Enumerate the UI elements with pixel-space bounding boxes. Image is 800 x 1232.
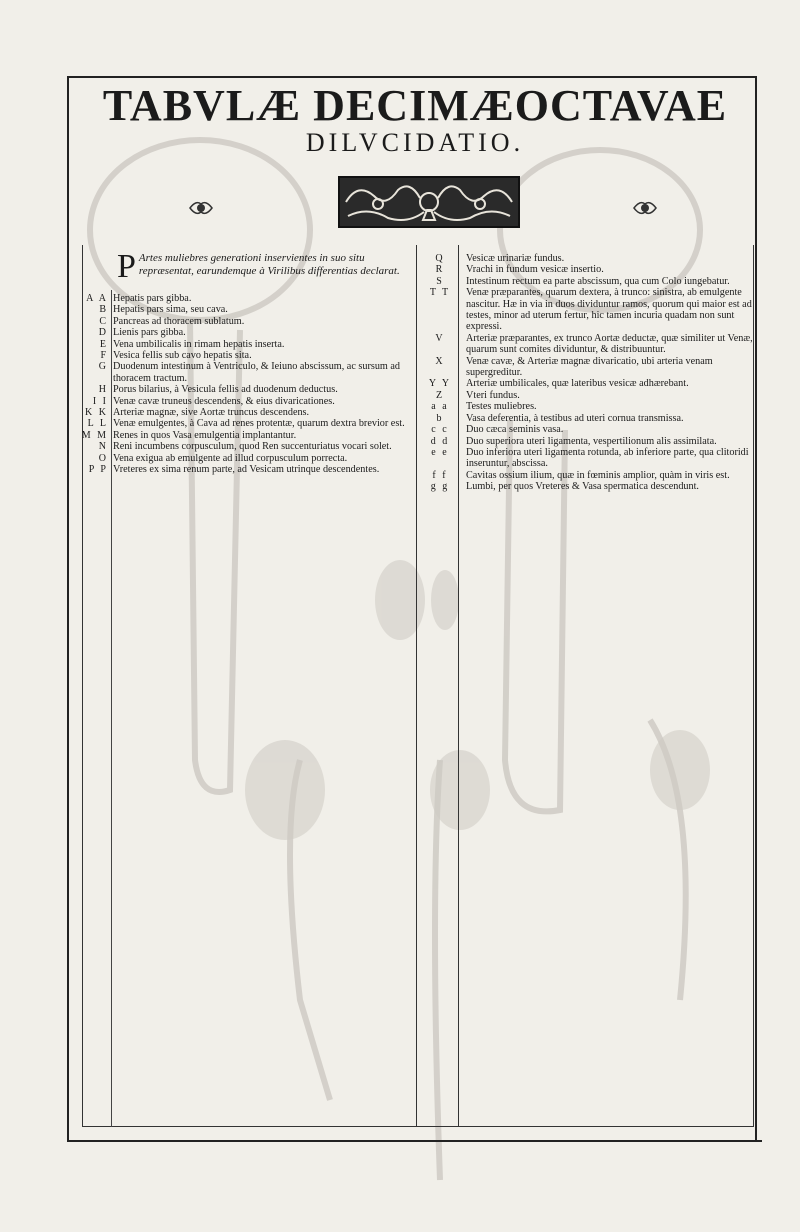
legend-entry bbox=[420, 264, 756, 275]
legend-left-column bbox=[80, 293, 414, 476]
legend-text: Pancreas ad thoracem sublatum. bbox=[113, 315, 245, 327]
legend-letter: b bbox=[436, 412, 444, 424]
legend-text: Intestinum rectum ea parte abscissum, qua cum Colo iungebatur. bbox=[466, 275, 730, 287]
legend-text: Duo inferiora uteri ligamenta rotunda, ab inferiore parte, qua clitoridi inseruntur, abscissa. bbox=[466, 446, 749, 470]
legend-letter: N bbox=[98, 441, 108, 453]
legend-entry bbox=[420, 481, 756, 492]
legend-entry bbox=[420, 401, 756, 412]
legend-entry bbox=[420, 413, 756, 424]
legend-letter: X bbox=[435, 355, 445, 367]
legend-right-column bbox=[420, 253, 756, 493]
legend-text: Duo cæca seminis vasa. bbox=[466, 424, 564, 436]
legend-letter: P P bbox=[88, 464, 108, 476]
legend-letter: V bbox=[435, 332, 445, 344]
legend-entry bbox=[80, 304, 414, 315]
legend-letter: Z bbox=[435, 389, 445, 401]
legend-entry bbox=[420, 470, 756, 481]
legend-text: Hepatis pars sima, seu cava. bbox=[113, 304, 228, 316]
legend-letter: D bbox=[98, 327, 108, 339]
legend-letter: Q bbox=[435, 253, 445, 264]
legend-letter: G bbox=[98, 361, 108, 373]
legend-text: Duo superiora uteri ligamenta, vespertilionum alis assimilata. bbox=[466, 435, 717, 447]
legend-text: Vreteres ex sima renum parte, ad Vesicam utrinque descendentes. bbox=[113, 464, 380, 476]
legend-text: Reni incumbens corpusculum, quod Ren succenturiatus vocari solet. bbox=[113, 441, 392, 453]
decorative-headpiece bbox=[338, 176, 520, 228]
legend-text: Lumbi, per quos Vreteres & Vasa spermatica descendunt. bbox=[466, 481, 699, 493]
legend-letter: S bbox=[436, 275, 444, 287]
legend-entry bbox=[420, 390, 756, 401]
legend-entry bbox=[80, 361, 414, 384]
legend-entry bbox=[420, 378, 756, 389]
legend-entry bbox=[420, 436, 756, 447]
legend-text: Arteriæ magnæ, sive Aortæ truncus descendens. bbox=[113, 407, 310, 419]
legend-text: Porus bilarius, à Vesicula fellis ad duodenum deductus. bbox=[113, 384, 338, 396]
page-subtitle: DILVCIDATIO. bbox=[305, 128, 525, 157]
legend-entry bbox=[80, 430, 414, 441]
legend-letter: K K bbox=[85, 407, 108, 419]
legend-letter: f f bbox=[432, 469, 448, 481]
legend-letter: c c bbox=[431, 424, 449, 436]
legend-entry bbox=[80, 418, 414, 429]
drop-cap: P bbox=[117, 248, 136, 285]
legend-entry bbox=[80, 339, 414, 350]
legend-text: Venæ cavæ truneus descendens, & eius divaricationes. bbox=[113, 395, 335, 407]
legend-letter: e e bbox=[431, 446, 449, 458]
legend-entry bbox=[80, 464, 414, 475]
legend-letter: Y Y bbox=[428, 378, 452, 390]
legend-letter: C bbox=[99, 315, 108, 327]
legend-text: Vasa deferentia, à testibus ad uteri cornua transmissa. bbox=[466, 412, 684, 424]
frame-bottom-rule bbox=[67, 1140, 762, 1142]
legend-entry bbox=[420, 276, 756, 287]
legend-entry bbox=[80, 327, 414, 338]
legend-entry bbox=[80, 441, 414, 452]
legend-entry bbox=[80, 407, 414, 418]
legend-letter: I I bbox=[92, 395, 108, 407]
legend-letter: O bbox=[98, 452, 108, 464]
leaf-ornament-left bbox=[188, 198, 214, 218]
legend-letter: L L bbox=[87, 418, 108, 430]
legend-text: Lienis pars gibba. bbox=[113, 327, 186, 339]
column-divider bbox=[416, 245, 417, 1127]
legend-entry bbox=[80, 453, 414, 464]
legend-text: Vena exigua ab emulgente ad illud corpusculum porrecta. bbox=[113, 452, 348, 464]
legend-text: Testes muliebres. bbox=[466, 401, 537, 413]
legend-letter: T T bbox=[429, 287, 451, 299]
legend-entry bbox=[80, 396, 414, 407]
legend-letter: H bbox=[98, 384, 108, 396]
page-frame bbox=[67, 76, 757, 1142]
legend-text: Venæ præparantes, quarum dextera, à trunco: sinistra, ab emulgente nascitur. Hæ in via in duos dividuntur ramos, quorum qui maior est ad testes, minor ad uterum fertur, hic tamen incuria quadam non sunt expressi. bbox=[466, 287, 752, 333]
legend-letter: M M bbox=[81, 429, 108, 441]
legend-letter: a a bbox=[431, 401, 449, 413]
legend-entry bbox=[420, 424, 756, 435]
legend-letter: d d bbox=[430, 435, 450, 447]
legend-entry bbox=[420, 333, 756, 356]
legend-text: Hepatis pars gibba. bbox=[113, 293, 192, 304]
legend-text: Vteri fundus. bbox=[466, 389, 520, 401]
leaf-ornament-right bbox=[632, 198, 658, 218]
legend-entry bbox=[80, 293, 414, 304]
legend-letter: R bbox=[435, 264, 445, 276]
legend-letter: B bbox=[99, 304, 108, 316]
legend-text: Arteriæ præparantes, ex trunco Aortæ deductæ, quæ similiter ut Venæ, quarum sunt comites dividuntur, & distribuuntur. bbox=[466, 332, 753, 356]
legend-entry bbox=[420, 447, 756, 470]
legend-letter: g g bbox=[430, 481, 450, 493]
intro-paragraph bbox=[117, 248, 413, 285]
legend-text: Vesica fellis sub cavo hepatis sita. bbox=[113, 350, 252, 362]
legend-text: Vena umbilicalis in rimam hepatis inserta. bbox=[113, 338, 285, 350]
page-title: TABVLÆ DECIMÆOCTAVAE bbox=[102, 81, 728, 130]
legend-text: Vesicæ urinariæ fundus. bbox=[466, 253, 565, 264]
legend-text: Venæ emulgentes, à Cava ad renes protentæ, quarum dextra brevior est. bbox=[113, 418, 405, 430]
legend-entry bbox=[80, 384, 414, 395]
legend-entry bbox=[420, 356, 756, 379]
legend-entry bbox=[420, 287, 756, 333]
intro-text: Artes muliebres generationi inservientes in suo situ repræsentat, earundemque à Virilibus differentias declarat. bbox=[138, 252, 400, 277]
legend-text: Vrachi in fundum vesicæ insertio. bbox=[466, 264, 604, 276]
legend-text: Arteriæ umbilicales, quæ lateribus vesicæ adhærebant. bbox=[466, 378, 689, 390]
legend-text: Duodenum intestinum à Ventriculo, & Ieiuno abscissum, ac sursum ad thoracem tractum. bbox=[113, 361, 400, 384]
legend-letter: A A bbox=[86, 293, 108, 304]
legend-text: Cavitas ossium ilium, quæ in fœminis amplior, quàm in viris est. bbox=[466, 469, 730, 481]
legend-text: Venæ cavæ, & Arteriæ magnæ divaricatio, ubi arteria venam supergreditur. bbox=[466, 355, 713, 379]
legend-entry bbox=[80, 350, 414, 361]
legend-entry bbox=[80, 316, 414, 327]
legend-entry bbox=[420, 253, 756, 264]
legend-letter: F bbox=[100, 350, 108, 362]
legend-letter: E bbox=[99, 338, 108, 350]
inner-bottom-rule bbox=[83, 1126, 753, 1127]
legend-text: Renes in quos Vasa emulgentia implantantur. bbox=[113, 429, 297, 441]
